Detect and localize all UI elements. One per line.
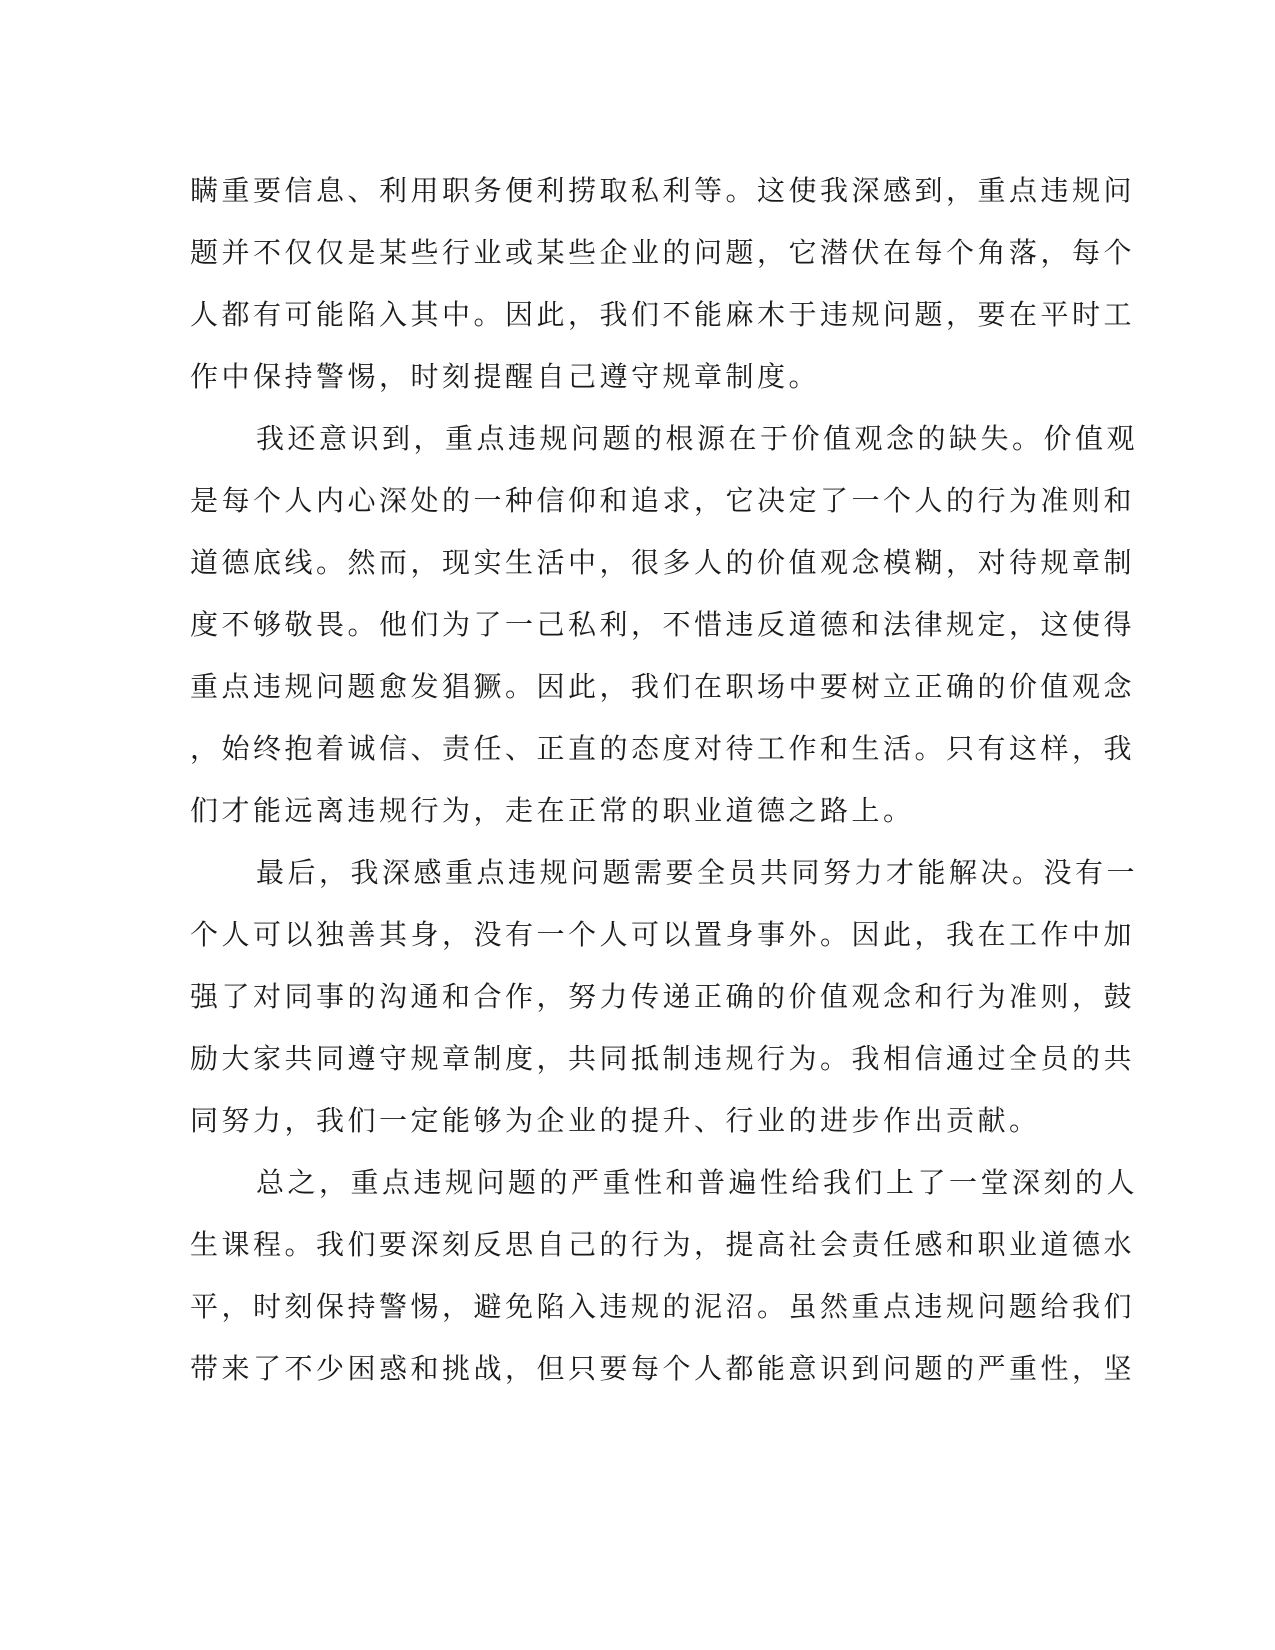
paragraph-3-line-5: 同努力，我们一定能够为企业的提升、行业的进步作出贡献。 bbox=[190, 1104, 1041, 1137]
paragraph-2-line-1: 我还意识到，重点违规问题的根源在于价值观念的缺失。价值观 bbox=[256, 422, 1139, 455]
paragraph-3-line-1: 最后，我深感重点违规问题需要全员共同努力才能解决。没有一 bbox=[256, 856, 1139, 889]
paragraph-3-line-3: 强了对同事的沟通和合作，努力传递正确的价值观念和行为准则，鼓 bbox=[190, 980, 1136, 1013]
paragraph-2-line-2: 是每个人内心深处的一种信仰和追求，它决定了一个人的行为准则和 bbox=[190, 484, 1136, 517]
paragraph-1-line-3: 人都有可能陷入其中。因此，我们不能麻木于违规问题，要在平时工 bbox=[190, 298, 1136, 331]
paragraph-4-line-2: 生课程。我们要深刻反思自己的行为，提高社会责任感和职业道德水 bbox=[190, 1228, 1136, 1261]
paragraph-1-line-4: 作中保持警惕，时刻提醒自己遵守规章制度。 bbox=[190, 360, 821, 393]
paragraph-2-line-6: ，始终抱着诚信、责任、正直的态度对待工作和生活。只有这样，我 bbox=[190, 732, 1136, 765]
paragraph-4-line-4: 带来了不少困惑和挑战，但只要每个人都能意识到问题的严重性，坚 bbox=[190, 1352, 1136, 1385]
paragraph-2-line-5: 重点违规问题愈发猖獗。因此，我们在职场中要树立正确的价值观念 bbox=[190, 670, 1136, 703]
paragraph-3-line-2: 个人可以独善其身，没有一个人可以置身事外。因此，我在工作中加 bbox=[190, 918, 1136, 951]
paragraph-2-line-7: 们才能远离违规行为，走在正常的职业道德之路上。 bbox=[190, 794, 915, 827]
paragraph-4-line-3: 平，时刻保持警惕，避免陷入违规的泥沼。虽然重点违规问题给我们 bbox=[190, 1290, 1136, 1323]
paragraph-3-line-4: 励大家共同遵守规章制度，共同抵制违规行为。我相信通过全员的共 bbox=[190, 1042, 1136, 1075]
paragraph-2-line-3: 道德底线。然而，现实生活中，很多人的价值观念模糊，对待规章制 bbox=[190, 546, 1136, 579]
paragraph-4-line-1: 总之，重点违规问题的严重性和普遍性给我们上了一堂深刻的人 bbox=[256, 1166, 1139, 1199]
document-body bbox=[190, 160, 1139, 1400]
paragraph-1-line-1: 瞒重要信息、利用职务便利捞取私利等。这使我深感到，重点违规问 bbox=[190, 174, 1136, 207]
paragraph-1-line-2: 题并不仅仅是某些行业或某些企业的问题，它潜伏在每个角落，每个 bbox=[190, 236, 1136, 269]
paragraph-2-line-4: 度不够敬畏。他们为了一己私利，不惜违反道德和法律规定，这使得 bbox=[190, 608, 1136, 641]
